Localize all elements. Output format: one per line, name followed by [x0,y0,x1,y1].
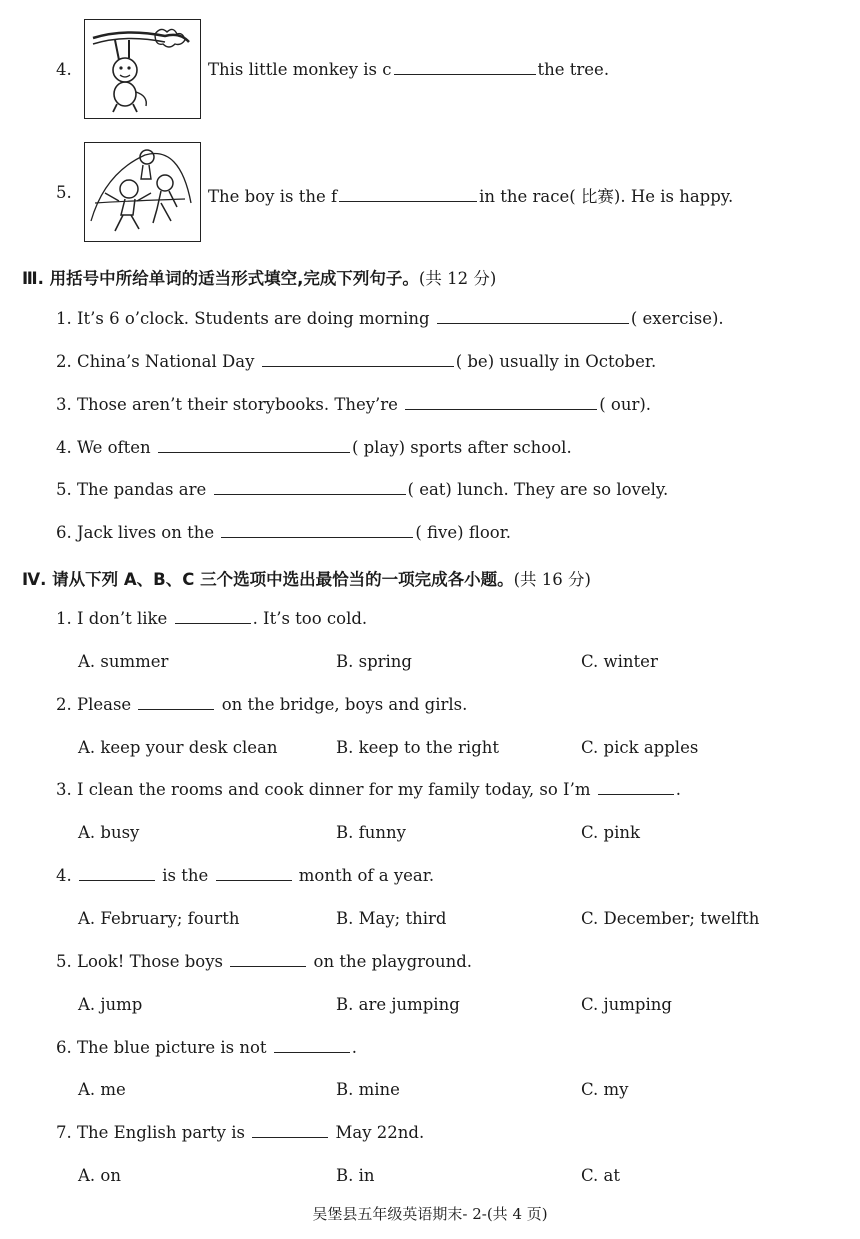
answer-blank[interactable] [230,965,306,967]
answer-blank[interactable] [216,879,292,881]
answer-blank[interactable] [394,73,536,75]
sentence-part: 6. Jack lives on the [56,523,215,542]
answer-blank[interactable] [339,200,477,202]
race-picture [84,142,201,242]
answer-blank[interactable] [175,622,251,624]
section-3-heading [22,265,496,289]
question-text: 4. [56,866,72,885]
sentence-part: ( eat) lunch. They are so lovely. [407,480,669,499]
answer-blank[interactable] [598,793,674,795]
question-5-text [208,183,733,207]
question-4-text [208,60,609,79]
sentence-part: 3. Those aren’t their storybooks. They’re [56,395,398,414]
sentence-part: ( play) sports after school. [351,438,572,457]
question-number: 4. [56,60,72,79]
option-b[interactable]: B. in [336,1166,375,1185]
section-4-heading [22,566,591,590]
fill-item [56,480,668,499]
section-title: Ⅲ. 用括号中所给单词的适当形式填空,完成下列句子。 [22,269,419,288]
page-footer: 吴堡县五年级英语期末- 2-(共 4 页) [312,1205,548,1223]
question-text: 2. Please [56,695,132,714]
question-text: . [675,780,681,799]
fill-item [56,352,656,371]
sentence-part: 5. The pandas are [56,480,207,499]
question-text: 1. I don’t like [56,609,168,628]
answer-blank[interactable] [138,708,214,710]
option-b[interactable]: B. spring [336,652,412,671]
question-text: . It’s too cold. [252,609,368,628]
mc-question [56,952,472,971]
mc-question [56,695,467,714]
option-c[interactable]: C. jumping [581,995,672,1014]
question-text: 6. The blue picture is not [56,1038,267,1057]
option-a[interactable]: A. keep your desk clean [78,738,278,757]
option-c[interactable]: C. December; twelfth [581,909,760,928]
sentence-part: the tree. [537,60,610,79]
option-a[interactable]: A. on [78,1166,121,1185]
answer-blank[interactable] [405,408,597,410]
option-c[interactable]: C. pick apples [581,738,699,757]
question-number: 5. [56,183,72,202]
question-text: 7. The English party is [56,1123,245,1142]
question-text: is the [162,866,209,885]
sentence-part: 1. It’s 6 o’clock. Students are doing morning [56,309,430,328]
fill-item [56,438,572,457]
option-a[interactable]: A. summer [78,652,169,671]
option-b[interactable]: B. keep to the right [336,738,500,757]
option-a[interactable]: A. me [78,1080,126,1099]
answer-blank[interactable] [221,536,413,538]
fill-item [56,309,724,328]
answer-blank[interactable] [262,365,454,367]
sentence-part: in the race( 比赛). He is happy. [479,187,734,206]
monkey-icon [85,20,198,116]
running-boys-icon [85,143,198,239]
sentence-part: 4. We often [56,438,151,457]
option-c[interactable]: C. at [581,1166,620,1185]
question-text: 5. Look! Those boys [56,952,224,971]
mc-question [56,866,434,885]
question-text: . [351,1038,358,1057]
answer-blank[interactable] [274,1051,350,1053]
answer-blank[interactable] [437,322,629,324]
sentence-part: ( our). [599,395,652,414]
monkey-picture [84,19,201,119]
sentence-part: ( five) floor. [415,523,512,542]
question-text: on the bridge, boys and girls. [221,695,468,714]
option-b[interactable]: B. funny [336,823,406,842]
mc-question [56,1038,357,1057]
sentence-part: 2. China’s National Day [56,352,255,371]
section-points: (共 12 分) [418,269,497,288]
option-a[interactable]: A. jump [78,995,143,1014]
answer-blank[interactable] [158,451,350,453]
option-b[interactable]: B. May; third [336,909,447,928]
answer-blank[interactable] [214,493,406,495]
mc-question [56,780,681,799]
answer-blank[interactable] [252,1136,328,1138]
fill-item [56,395,651,414]
section-points: (共 16 分) [513,570,591,589]
answer-blank[interactable] [79,879,155,881]
mc-question [56,609,367,628]
sentence-part: ( be) usually in October. [455,352,657,371]
option-c[interactable]: C. pink [581,823,640,842]
sentence-part: This little monkey is c [208,60,392,79]
option-a[interactable]: A. busy [78,823,140,842]
section-title: Ⅳ. 请从下列 A、B、C 三个选项中选出最恰当的一项完成各小题。 [22,570,514,589]
sentence-part: The boy is the f [208,187,338,206]
question-text: 3. I clean the rooms and cook dinner for my family today, so I’m [56,780,591,799]
option-c[interactable]: C. my [581,1080,629,1099]
option-c[interactable]: C. winter [581,652,658,671]
mc-question [56,1123,424,1142]
option-b[interactable]: B. mine [336,1080,400,1099]
sentence-part: ( exercise). [630,309,724,328]
question-text: on the playground. [313,952,473,971]
option-a[interactable]: A. February; fourth [78,909,240,928]
question-text: month of a year. [298,866,435,885]
question-text: May 22nd. [335,1123,425,1142]
option-b[interactable]: B. are jumping [336,995,460,1014]
fill-item [56,523,511,542]
